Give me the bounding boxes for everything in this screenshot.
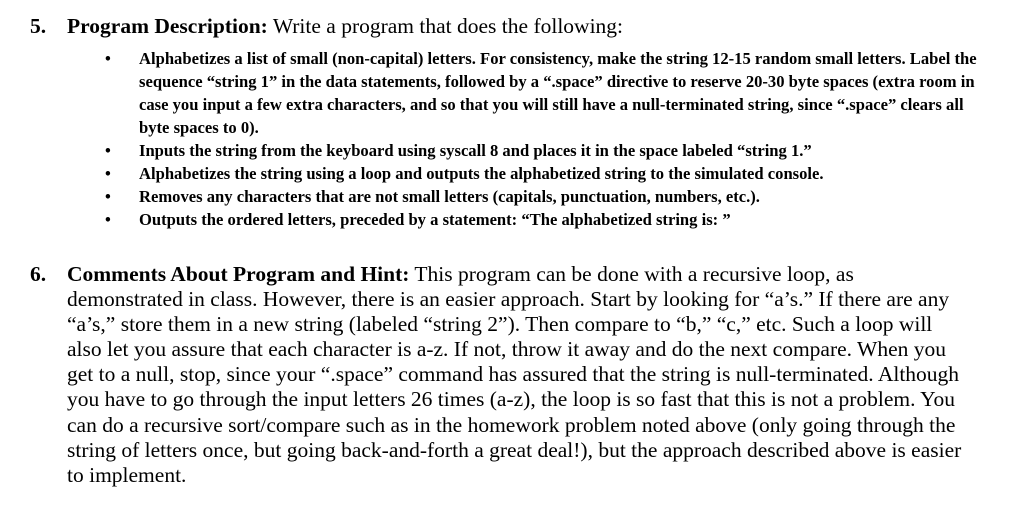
bullet-icon: • xyxy=(105,210,111,229)
section-5-title: Program Description: xyxy=(67,14,268,38)
section-5-bullet-list xyxy=(0,47,1024,231)
list-item xyxy=(0,185,1024,208)
section-5-number: 5. xyxy=(30,14,47,38)
list-item xyxy=(0,162,1024,185)
section-6-body: This program can be done with a recursive loop, as demonstrated in class. However, there is an easier approach. Start by looking for “a’s.” If there are any “a’s,” store them in a new string (labeled “string 2”). Then compare to “b,” “c,” etc. Such a loop will also let you assure that each character is a-z. If not, throw it away and do the next compare. When you get to a null, stop, since your “.space” command has assured that the string is null-terminated. Although you have to go through the input letters 26 times (a-z), the loop is so fast that this is not a problem. You can do a recursive sort/compare such as in the homework problem noted above (only going through the string of letters once, but going back-and-forth a great deal!), but the approach described above is easier to implement. xyxy=(67,262,962,487)
bullet-text: Outputs the ordered letters, preceded by a statement: “The alphabetized string is: ” xyxy=(139,210,731,229)
section-6-number: 6. xyxy=(30,262,47,286)
bullet-icon: • xyxy=(105,164,111,183)
section-6-title: Comments About Program and Hint: xyxy=(67,262,410,286)
bullet-icon: • xyxy=(105,187,111,206)
bullet-icon: • xyxy=(105,141,111,160)
bullet-text: Removes any characters that are not small letters (capitals, punctuation, numbers, etc.). xyxy=(139,187,760,206)
list-item xyxy=(0,47,1024,139)
bullet-icon: • xyxy=(105,49,111,68)
bullet-text: Inputs the string from the keyboard using syscall 8 and places it in the space labeled “string 1.” xyxy=(139,141,812,160)
list-item xyxy=(0,139,1024,162)
section-5-heading-text xyxy=(67,14,623,39)
section-5-intro: Write a program that does the following: xyxy=(267,14,624,38)
list-item xyxy=(0,208,1024,231)
bullet-text: Alphabetizes the string using a loop and outputs the alphabetized string to the simulated console. xyxy=(139,164,824,183)
bullet-text: Alphabetizes a list of small (non-capital) letters. For consistency, make the string 12-15 random small letters. Label the sequence “string 1” in the data statements, followed by a “.space” directive to reserve 20-30 byte spaces (extra room in case you input a few extra characters, and so that you will still have a null-terminated string, since “.space” clears all byte spaces to 0). xyxy=(139,49,977,137)
section-6-paragraph xyxy=(67,262,967,488)
